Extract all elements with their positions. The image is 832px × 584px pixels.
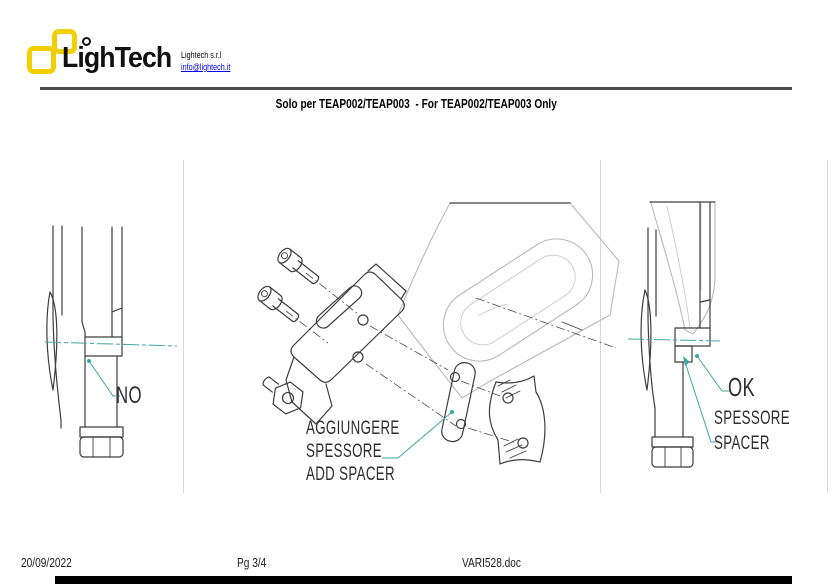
no-label: NO	[116, 382, 142, 409]
add-spacer-label-it-1: AGGIUNGERE	[306, 418, 400, 439]
footer-page-number: Pg 3/4	[237, 555, 267, 570]
spacer-leader-line	[683, 356, 717, 442]
swingarm-silhouette	[650, 202, 715, 334]
adjuster-nut	[256, 369, 309, 419]
footer-date: 20/09/2022	[21, 555, 72, 570]
left-side-view-drawing	[40, 190, 190, 475]
fork-blade	[641, 228, 656, 437]
ok-label: OK	[728, 372, 756, 402]
add-spacer-label-en: ADD SPACER	[306, 464, 395, 485]
adjuster-body	[675, 203, 710, 437]
exploded-view-drawing	[230, 140, 620, 480]
page-bottom-bar	[55, 576, 792, 584]
socket-bolt-2	[255, 284, 302, 326]
spacer-part	[675, 346, 692, 362]
chain-guide-bracket	[489, 376, 545, 464]
email-link[interactable]: info@lightech.it	[181, 62, 231, 72]
hex-nut	[80, 427, 123, 457]
page-title-row	[0, 95, 832, 113]
company-name: Lightech s.r.l	[181, 50, 222, 60]
add-spacer-label-it-2: SPESSORE	[306, 441, 382, 462]
ok-leader-line	[695, 354, 730, 391]
spacer-plate	[440, 361, 477, 444]
socket-bolt-1	[275, 246, 322, 288]
header-divider	[40, 87, 792, 90]
spacer-label-en: SPACER	[714, 433, 770, 454]
swingarm-outline	[398, 203, 619, 398]
logo-wordmark: LighTech	[62, 42, 172, 74]
logo-square-lower	[27, 46, 56, 74]
page-title: Solo per TEAP002/TEAP003 - For TEAP002/TEAP003 Only	[275, 96, 557, 111]
hex-nut	[652, 437, 693, 467]
spacer-label-it: SPESSORE	[714, 408, 790, 429]
centerline	[45, 342, 177, 346]
footer-doc-name: VARI528.doc	[462, 555, 521, 570]
adjuster-bracket	[256, 264, 406, 424]
fork-blade	[47, 226, 62, 428]
